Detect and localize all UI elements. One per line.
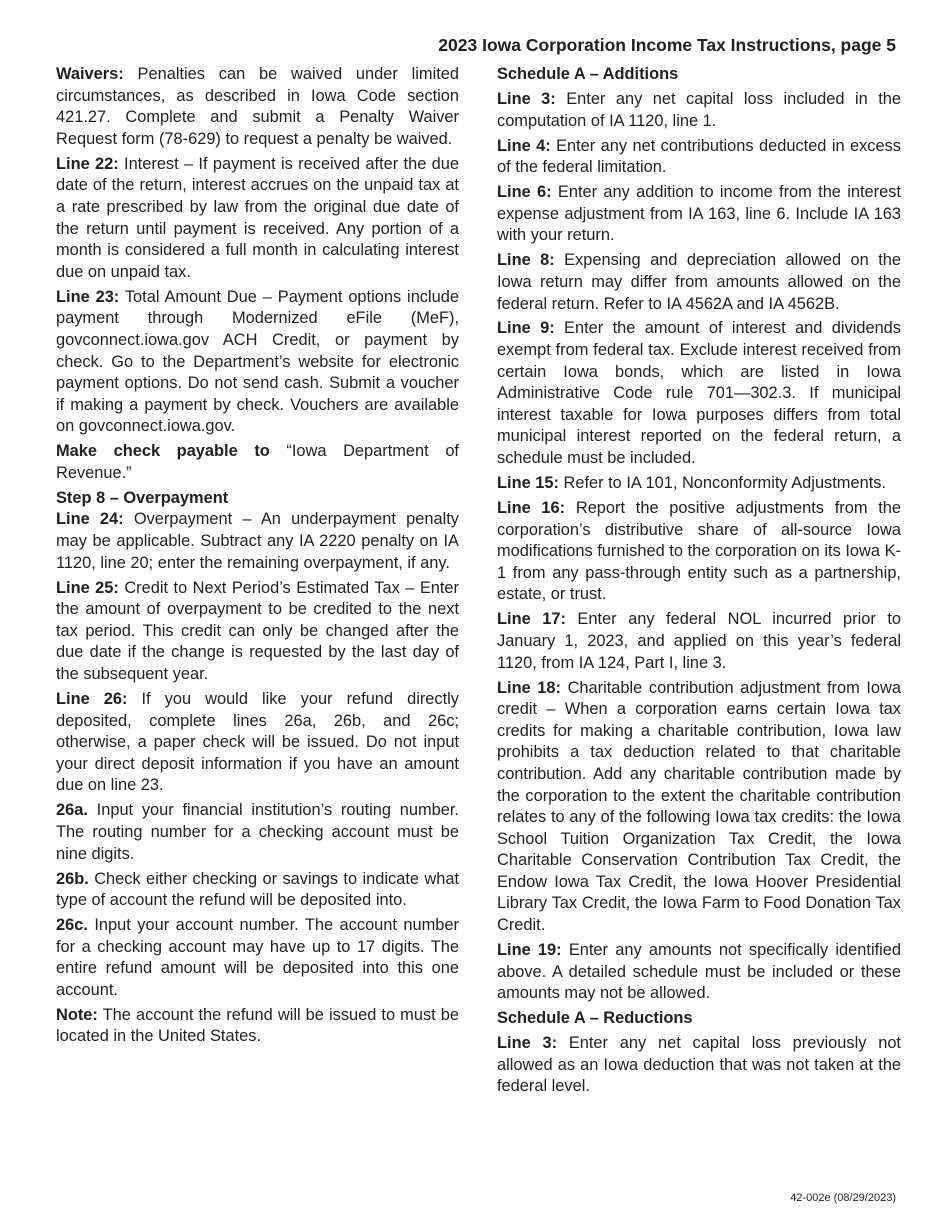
paragraph-text: Enter any federal NOL incurred prior to January 1, 2023, and applied on this year’s federal 1120, from IA 124, Part I, line 3. <box>497 610 901 672</box>
additions-line-3-paragraph <box>497 89 901 132</box>
paragraph-label: 26c. <box>56 916 88 935</box>
additions-line-16-paragraph <box>497 498 901 606</box>
line-23-paragraph <box>56 287 459 438</box>
section-heading-step-8: Step 8 – Overpayment <box>56 488 229 507</box>
paragraph-text: Penalties can be waived under limited circumstances, as described in Iowa Code section 421.27. Complete and submit a Penalty Waiver Request form (78-629) to request a penalty be waived. <box>56 65 459 148</box>
section-heading-schedule-a-additions: Schedule A – Additions <box>497 65 679 83</box>
paragraph-text: Enter any net contributions deducted in excess of the federal limitation. <box>497 136 901 177</box>
line-26c-paragraph <box>56 915 459 1001</box>
paragraph-label: Line 16: <box>497 499 566 518</box>
paragraph-label: Note: <box>56 1005 98 1024</box>
paragraph-text: Expensing and depreciation allowed on the Iowa return may differ from amounts allowed on the federal return. Refer to IA 4562A and IA 4562B. <box>497 251 901 313</box>
paragraph-text: Credit to Next Period’s Estimated Tax – Enter the amount of overpayment to be credited to the next tax period. This credit can only be changed after the due date if the change is requested by the last day of the subsequent year. <box>56 578 460 683</box>
paragraph-label: Line 26: <box>56 689 128 708</box>
paragraph-label: Waivers: <box>56 65 124 83</box>
paragraph-text: Refer to IA 101, Nonconformity Adjustments. <box>558 474 886 493</box>
paragraph-text: Report the positive adjustments from the corporation’s distributive share of all-source Iowa modifications furnished to the corporation on its Iowa K-1 from any pass-through entity such as a partnership, estate, or trust. <box>497 499 902 604</box>
section-heading-schedule-a-reductions: Schedule A – Reductions <box>497 1009 693 1028</box>
paragraph-label: Line 15: <box>497 474 559 493</box>
paragraph-text: The account the refund will be issued to must be located in the United States. <box>56 1005 459 1046</box>
make-check-payable-paragraph <box>56 441 459 484</box>
note-paragraph <box>56 1005 459 1048</box>
additions-line-4-paragraph <box>497 136 901 179</box>
paragraph-label: 26a. <box>56 801 88 820</box>
left-column <box>56 64 459 1051</box>
additions-line-17-paragraph <box>497 609 901 674</box>
line-25-paragraph <box>56 578 459 686</box>
paragraph-text: Overpayment – An underpayment penalty may be applicable. Subtract any IA 2220 penalty on IA 1120, line 20; enter the remaining overpayment, if any. <box>56 510 459 572</box>
paragraph-text: Input your account number. The account number for a checking account may have up to 17 digits. The entire refund amount will be deposited into this one account. <box>56 916 459 999</box>
line-26b-paragraph <box>56 869 459 912</box>
paragraph-label: Line 24: <box>56 510 124 529</box>
paragraph-label: Line 23: <box>56 287 120 306</box>
line-22-paragraph <box>56 154 459 284</box>
paragraph-label: Line 19: <box>497 941 562 960</box>
paragraph-text: Input your financial institution’s routing number. The routing number for a checking account must be nine digits. <box>56 801 459 863</box>
paragraph-label: Line 3: <box>497 1034 558 1053</box>
paragraph-text: “Iowa Department of Revenue.” <box>56 442 459 482</box>
form-id-footer: 42-002e (08/29/2023) <box>790 1192 896 1204</box>
line-26a-paragraph <box>56 800 459 865</box>
paragraph-text: Check either checking or savings to indicate what type of account the refund will be deposited into. <box>56 869 459 910</box>
waivers-paragraph <box>56 64 459 150</box>
reductions-line-3-paragraph <box>497 1033 901 1098</box>
paragraph-text: Enter any net capital loss previously not allowed as an Iowa deduction that was not taken at the federal level. <box>497 1034 901 1096</box>
additions-line-8-paragraph <box>497 250 901 315</box>
paragraph-label: Line 9: <box>497 319 555 338</box>
paragraph-text: Interest – If payment is received after the due date of the return, interest accrues on the unpaid tax at a rate prescribed by law from the original due date of the return until payment is received. Any portion of a month is considered a full month in calculating interest due on unpaid tax. <box>56 154 459 281</box>
paragraph-label: Line 17: <box>497 610 566 629</box>
line-24-paragraph <box>56 509 459 574</box>
paragraph-label: Line 8: <box>497 251 555 270</box>
paragraph-label: Line 6: <box>497 183 552 202</box>
paragraph-label: Line 4: <box>497 136 551 155</box>
additions-line-9-paragraph <box>497 318 901 469</box>
paragraph-text: Enter any addition to income from the interest expense adjustment from IA 163, line 6. Include IA 163 with your return. <box>497 183 901 245</box>
line-26-paragraph <box>56 689 459 797</box>
right-column <box>497 64 901 1101</box>
additions-line-19-paragraph <box>497 940 901 1005</box>
additions-line-6-paragraph <box>497 182 901 247</box>
paragraph-text: Total Amount Due – Payment options include payment through Modernized eFile (MeF), govconnect.iowa.gov ACH Credit, or payment by check. Go to the Department’s website for electronic payment options. Do not send cash. Submit a voucher if making a payment by check. Vouchers are available on govconnect.iowa.gov. <box>56 287 459 436</box>
page-header: 2023 Iowa Corporation Income Tax Instructions, page 5 <box>438 35 896 55</box>
paragraph-text: Charitable contribution adjustment from Iowa credit – When a corporation earns certain Iowa tax credits for making a charitable contribution, Iowa law prohibits a tax deduction related to that charitable contribution. Add any charitable contribution made by the corporation to the extent the charitable contribution relates to any of the following Iowa tax credits: the Iowa School Tuition Organization Tax Credit, the Iowa Charitable Conservation Contribution Tax Credit, the Endow Iowa Tax Credit, the Iowa Hoover Presidential Library Tax Credit, the Iowa Farm to Food Donation Tax Credit. <box>497 678 901 935</box>
paragraph-text: If you would like your refund directly deposited, complete lines 26a, 26b, and 26c; otherwise, a paper check will be issued. Do not input your direct deposit information if you have an amount due on line 23. <box>56 689 460 795</box>
paragraph-label: Line 22: <box>56 154 119 173</box>
paragraph-label: 26b. <box>56 869 89 888</box>
additions-line-18-paragraph <box>497 678 901 937</box>
paragraph-text: Enter any net capital loss included in the computation of IA 1120, line 1. <box>497 89 902 130</box>
paragraph-label: Line 25: <box>56 578 119 597</box>
paragraph-label: Line 18: <box>497 678 561 697</box>
paragraph-text: Enter any amounts not specifically identified above. A detailed schedule must be included or these amounts may not be allowed. <box>497 941 902 1003</box>
additions-line-15-paragraph <box>497 473 901 495</box>
paragraph-label: Make check payable to <box>56 442 270 461</box>
paragraph-label: Line 3: <box>497 89 556 108</box>
paragraph-text: Enter the amount of interest and dividends exempt from federal tax. Exclude interest received from certain Iowa bonds, which are listed in Iowa Administrative Code rule 701—302.3. If municipal interest taxable for Iowa purposes differs from total municipal interest reported on the federal return, a schedule must be included. <box>497 319 901 468</box>
